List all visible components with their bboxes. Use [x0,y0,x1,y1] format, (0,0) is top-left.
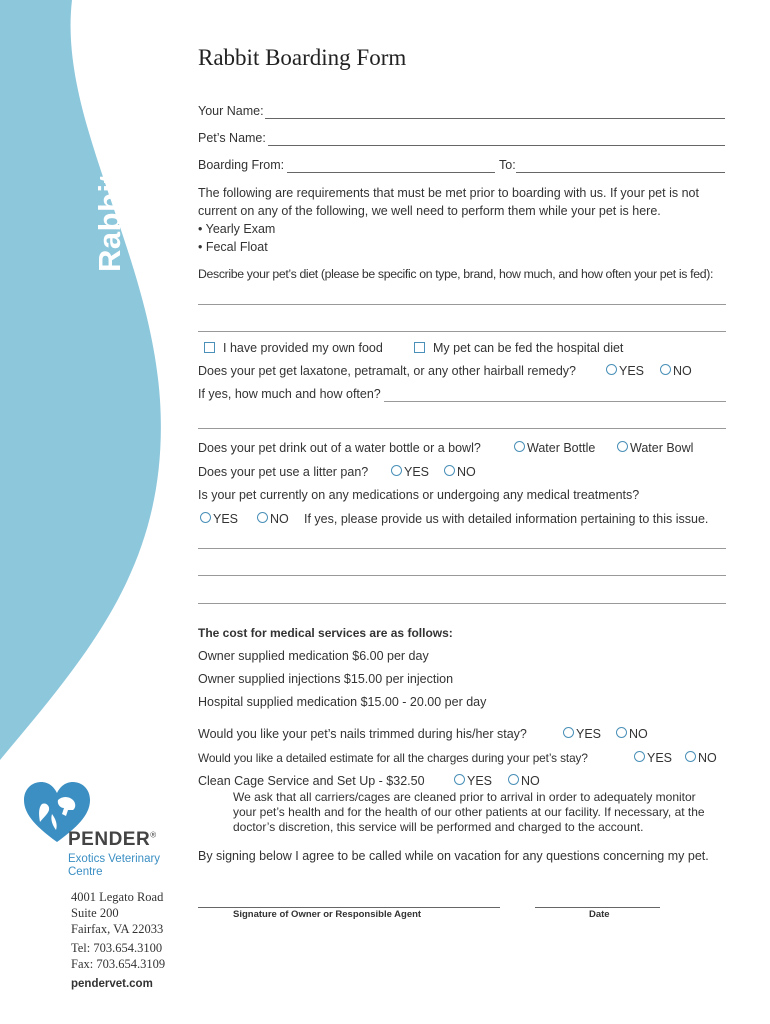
hospital-diet-checkbox[interactable] [414,342,425,353]
cage-service-question: Clean Cage Service and Set Up - $32.50 [198,774,425,788]
litter-question: Does your pet use a litter pan? [198,465,369,479]
water-bowl-option[interactable] [617,441,693,455]
hairball-question: Does your pet get laxatone, petramalt, or any other hairball remedy? [198,364,576,378]
boarding-from-field[interactable] [287,172,495,173]
litter-no-label: NO [457,465,476,479]
owner-signature-line[interactable] [198,907,500,908]
estimate-yes-label: YES [647,751,673,765]
costs-heading: The cost for medical services are as follows: [198,626,453,640]
estimate-question: Would you like a detailed estimate for all the charges during your pet’s stay? [198,751,588,765]
nails-yes-label: YES [576,727,602,741]
cage-yes-option[interactable] [454,774,492,788]
date-signature-line[interactable] [535,907,660,908]
clinic-name [68,829,157,851]
water-bowl-radio[interactable] [617,441,628,452]
medications-followup-label: If yes, please provide us with detailed information pertaining to this issue. [304,512,709,526]
clinic-address-line-1: 4001 Legato Road [71,890,164,904]
medications-yes-radio[interactable] [200,512,211,523]
own-food-option[interactable] [204,341,383,355]
pets-name-field[interactable] [268,145,725,146]
agreement-text: By signing below I agree to be called while on vacation for any questions concerning my pet. [198,849,709,863]
clinic-phone: Tel: 703.654.3100 [71,941,163,955]
medications-line-3[interactable] [198,603,726,604]
owner-signature-label: Signature of Owner or Responsible Agent [233,909,422,920]
medications-line-2[interactable] [198,575,726,576]
hairball-yes-label: YES [619,364,645,378]
water-question: Does your pet drink out of a water bottle or a bowl? [198,441,481,455]
cage-note-line-1: We ask that all carriers/cages are cleaned prior to arrival in order to adequately monitor [233,790,696,804]
clinic-subtitle-line-2: Centre [68,866,103,878]
clinic-subtitle-line-1: Exotics Veterinary [68,853,161,865]
water-bowl-label: Water Bowl [630,441,694,455]
medications-no-radio[interactable] [257,512,268,523]
estimate-yes-option[interactable] [634,751,672,765]
hairball-followup-label: If yes, how much and how often? [198,387,381,401]
diet-line-2[interactable] [198,331,726,332]
requirements-line-1: The following are requirements that must be met prior to boarding with us. If your pet is not [198,186,699,200]
boarding-from-label: Boarding From: [198,158,285,172]
nails-question: Would you like your pet’s nails trimmed during his/her stay? [198,727,527,741]
medications-question: Is your pet currently on any medications or undergoing any medical treatments? [198,488,640,502]
own-food-label: I have provided my own food [223,341,383,355]
diet-prompt: Describe your pet’s diet (please be specific on type, brand, how much, and how often your pet is fed): [198,267,714,281]
cost-item-owner-injections: Owner supplied injections $15.00 per injection [198,672,454,686]
requirements-line-2: current on any of the following, we well need to perform them while your pet is here. [198,204,661,218]
requirement-fecal-float: • Fecal Float [198,240,268,254]
medications-no-label: NO [270,512,289,526]
hairball-yes-radio[interactable] [606,364,617,375]
cage-no-label: NO [521,774,540,788]
cage-yes-label: YES [467,774,493,788]
cage-no-option[interactable] [508,774,540,788]
nails-no-radio[interactable] [616,727,627,738]
hospital-diet-option[interactable] [414,341,623,355]
sidebar-vertical-title: Rabbit Boarding [92,23,127,272]
medications-line-1[interactable] [198,548,726,549]
own-food-checkbox[interactable] [204,342,215,353]
nails-no-label: NO [629,727,648,741]
cost-item-owner-medication: Owner supplied medication $6.00 per day [198,649,429,663]
your-name-label: Your Name: [198,104,264,118]
clinic-address-line-3: Fairfax, VA 22033 [71,922,164,936]
pets-name-label: Pet’s Name: [198,131,266,145]
medications-yes-option[interactable] [200,512,238,526]
cage-no-radio[interactable] [508,774,519,785]
hairball-followup-line-2[interactable] [198,428,726,429]
date-label: Date [589,909,610,920]
hairball-no-label: NO [673,364,692,378]
nails-yes-radio[interactable] [563,727,574,738]
estimate-yes-radio[interactable] [634,751,645,762]
cost-item-hospital-medication: Hospital supplied medication $15.00 - 20.00 per day [198,695,487,709]
water-bottle-radio[interactable] [514,441,525,452]
estimate-no-option[interactable] [685,751,717,765]
cage-note-line-2: your pet’s health and for the health of our other patients at our facility. If necessary, at the [233,805,705,819]
cage-note-line-3: doctor’s discretion, this service will be performed and charged to the account. [233,820,644,834]
hairball-followup-line-1[interactable] [384,401,726,402]
requirement-yearly-exam: • Yearly Exam [198,222,276,236]
litter-no-radio[interactable] [444,465,455,476]
litter-no-option[interactable] [444,465,476,479]
cage-yes-radio[interactable] [454,774,465,785]
litter-yes-label: YES [404,465,430,479]
clinic-fax: Fax: 703.654.3109 [71,957,166,971]
boarding-to-field[interactable] [516,172,725,173]
clinic-address-line-2: Suite 200 [71,906,119,920]
estimate-no-radio[interactable] [685,751,696,762]
hairball-yes-option[interactable] [606,364,644,378]
litter-yes-radio[interactable] [391,465,402,476]
nails-no-option[interactable] [616,727,648,741]
registered-mark: ® [150,830,157,840]
water-bottle-option[interactable] [514,441,595,455]
litter-yes-option[interactable] [391,465,429,479]
page-title: Rabbit Boarding Form [198,45,407,70]
clinic-website-link[interactable]: pendervet.com [71,978,153,990]
your-name-field[interactable] [265,118,725,119]
diet-line-1[interactable] [198,304,726,305]
hospital-diet-label: My pet can be fed the hospital diet [433,341,624,355]
hairball-no-option[interactable] [660,364,692,378]
nails-yes-option[interactable] [563,727,601,741]
medications-no-option[interactable] [257,512,289,526]
boarding-to-label: To: [499,158,516,172]
medications-yes-label: YES [213,512,239,526]
water-bottle-label: Water Bottle [527,441,596,455]
hairball-no-radio[interactable] [660,364,671,375]
estimate-no-label: NO [698,751,717,765]
clinic-name-text: PENDER [68,829,151,850]
